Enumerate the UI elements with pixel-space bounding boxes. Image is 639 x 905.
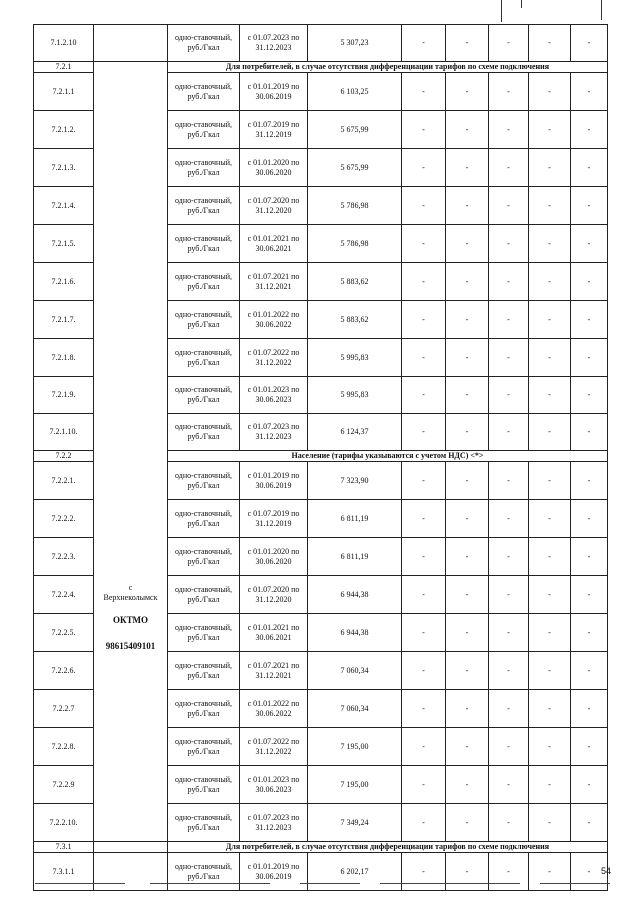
row-number: 7.2.2.10.	[34, 804, 94, 842]
row-number: 7.2.2.7	[34, 690, 94, 728]
tariff-extra-value: -	[402, 111, 446, 149]
tariff-price: 5 883,62	[308, 301, 402, 339]
tariff-extra-value: -	[529, 225, 571, 263]
tariff-extra-value: -	[446, 25, 489, 62]
row-number: 7.2.2.9	[34, 766, 94, 804]
tariff-unit: одно-ставочный, руб./Гкал	[168, 25, 240, 62]
row-number: 7.2.1.7.	[34, 301, 94, 339]
section-title: Население (тарифы указываются с учетом НДС) <*>	[168, 451, 608, 462]
tariff-extra-value: -	[402, 804, 446, 842]
tariff-unit: одно-ставочный, руб./Гкал	[168, 187, 240, 225]
row-number: 7.2.2.3.	[34, 538, 94, 576]
tariff-period: с 01.07.2019 по 31.12.2019	[240, 111, 308, 149]
tariff-extra-value: -	[446, 149, 489, 187]
tariff-extra-value: -	[446, 576, 489, 614]
tariff-period: с 01.01.2019 по 30.06.2019	[240, 853, 308, 891]
tariff-price: 5 675,99	[308, 111, 402, 149]
tariff-extra-value: -	[402, 538, 446, 576]
tariff-price: 7 195,00	[308, 766, 402, 804]
section-number: 7.3.1	[34, 842, 94, 853]
tariff-extra-value: -	[489, 614, 529, 652]
tariff-extra-value: -	[489, 225, 529, 263]
tariff-price: 5 786,98	[308, 187, 402, 225]
footer-rule	[35, 883, 125, 884]
tariff-extra-value: -	[571, 377, 608, 414]
tariff-extra-value: -	[489, 538, 529, 576]
tariff-extra-value: -	[571, 414, 608, 451]
tariff-extra-value: -	[402, 187, 446, 225]
tariff-price: 5 883,62	[308, 263, 402, 301]
municipality-cell	[94, 62, 168, 842]
tariff-price: 6 124,37	[308, 414, 402, 451]
row-number: 7.2.1.9.	[34, 377, 94, 414]
row-number: 7.2.1.8.	[34, 339, 94, 377]
tariff-unit: одно-ставочный, руб./Гкал	[168, 111, 240, 149]
tariff-extra-value: -	[446, 225, 489, 263]
tariff-extra-value: -	[489, 462, 529, 500]
tariff-extra-value: -	[571, 652, 608, 690]
tariff-extra-value: -	[402, 576, 446, 614]
page-number: 54	[601, 866, 612, 876]
tariff-extra-value: -	[489, 25, 529, 62]
section-number: 7.2.1	[34, 62, 94, 73]
tariff-price: 6 944,38	[308, 576, 402, 614]
section-title: Для потребителей, в случае отсутствия дифференциации тарифов по схеме подключения	[168, 842, 608, 853]
tariff-period: с 01.07.2020 по 31.12.2020	[240, 187, 308, 225]
tariff-extra-value: -	[529, 538, 571, 576]
tariff-price: 6 202,17	[308, 853, 402, 891]
municipality-cell-empty	[94, 853, 168, 891]
oktmo-label: ОКТМО	[113, 614, 148, 625]
tariff-extra-value: -	[571, 111, 608, 149]
tariff-extra-value: -	[571, 25, 608, 62]
tariff-extra-value: -	[489, 804, 529, 842]
tariff-price: 6 811,19	[308, 538, 402, 576]
tariff-extra-value: -	[571, 187, 608, 225]
tariff-period: с 01.07.2022 по 31.12.2022	[240, 339, 308, 377]
tariff-unit: одно-ставочный, руб./Гкал	[168, 462, 240, 500]
municipality-name: Верхнеколымск	[103, 592, 158, 602]
tariff-extra-value: -	[529, 301, 571, 339]
tariff-extra-value: -	[402, 853, 446, 891]
tariff-extra-value: -	[529, 728, 571, 766]
tariff-extra-value: -	[529, 111, 571, 149]
tariff-extra-value: -	[402, 263, 446, 301]
tariff-unit: одно-ставочный, руб./Гкал	[168, 804, 240, 842]
municipality-prefix: с	[128, 582, 133, 592]
tariff-period: с 01.01.2020 по 30.06.2020	[240, 149, 308, 187]
tariff-price: 5 675,99	[308, 149, 402, 187]
tariff-extra-value: -	[529, 690, 571, 728]
tariff-extra-value: -	[529, 614, 571, 652]
tariff-extra-value: -	[446, 690, 489, 728]
tariff-extra-value: -	[529, 500, 571, 538]
tariff-unit: одно-ставочный, руб./Гкал	[168, 263, 240, 301]
tariff-extra-value: -	[529, 263, 571, 301]
scan-artifact	[501, 0, 502, 22]
scan-artifact	[521, 0, 522, 8]
municipality-cell-empty	[94, 25, 168, 62]
tariff-price: 5 995,83	[308, 377, 402, 414]
tariff-period: с 01.01.2022 по 30.06.2022	[240, 690, 308, 728]
row-number: 7.2.2.5.	[34, 614, 94, 652]
tariff-extra-value: -	[489, 377, 529, 414]
tariff-extra-value: -	[529, 339, 571, 377]
tariff-extra-value: -	[489, 263, 529, 301]
tariff-period: с 01.07.2021 по 31.12.2021	[240, 263, 308, 301]
tariff-extra-value: -	[446, 804, 489, 842]
tariff-extra-value: -	[529, 804, 571, 842]
tariff-period: с 01.01.2022 по 30.06.2022	[240, 301, 308, 339]
tariff-extra-value: -	[402, 690, 446, 728]
tariff-extra-value: -	[446, 728, 489, 766]
tariff-extra-value: -	[446, 853, 489, 891]
tariff-extra-value: -	[489, 73, 529, 111]
tariff-extra-value: -	[402, 25, 446, 62]
tariff-price: 7 323,90	[308, 462, 402, 500]
tariff-extra-value: -	[571, 804, 608, 842]
tariff-extra-value: -	[446, 263, 489, 301]
tariff-extra-value: -	[529, 462, 571, 500]
tariff-extra-value: -	[529, 149, 571, 187]
tariff-extra-value: -	[402, 301, 446, 339]
tariff-period: с 01.01.2019 по 30.06.2019	[240, 73, 308, 111]
tariff-extra-value: -	[489, 728, 529, 766]
tariff-extra-value: -	[529, 73, 571, 111]
tariff-extra-value: -	[402, 652, 446, 690]
tariff-extra-value: -	[529, 853, 571, 891]
tariff-unit: одно-ставочный, руб./Гкал	[168, 339, 240, 377]
section-title: Для потребителей, в случае отсутствия дифференциации тарифов по схеме подключения	[168, 62, 608, 73]
tariff-extra-value: -	[529, 766, 571, 804]
tariff-unit: одно-ставочный, руб./Гкал	[168, 414, 240, 451]
tariff-extra-value: -	[446, 414, 489, 451]
tariff-extra-value: -	[571, 149, 608, 187]
tariff-price: 7 060,34	[308, 652, 402, 690]
tariff-extra-value: -	[446, 73, 489, 111]
municipality-cell-empty	[94, 842, 168, 853]
tariff-row	[34, 853, 608, 891]
tariff-extra-value: -	[571, 766, 608, 804]
tariff-extra-value: -	[571, 576, 608, 614]
tariff-unit: одно-ставочный, руб./Гкал	[168, 690, 240, 728]
tariff-extra-value: -	[402, 225, 446, 263]
footer-rule	[150, 883, 270, 884]
tariff-unit: одно-ставочный, руб./Гкал	[168, 225, 240, 263]
tariff-period: с 01.07.2020 по 31.12.2020	[240, 576, 308, 614]
tariff-extra-value: -	[529, 576, 571, 614]
scan-artifact	[601, 0, 602, 20]
tariff-extra-value: -	[402, 414, 446, 451]
tariff-unit: одно-ставочный, руб./Гкал	[168, 538, 240, 576]
row-number: 7.3.1.1	[34, 853, 94, 891]
tariff-period: с 01.07.2021 по 31.12.2021	[240, 652, 308, 690]
tariff-extra-value: -	[571, 225, 608, 263]
tariff-extra-value: -	[402, 500, 446, 538]
tariff-extra-value: -	[446, 462, 489, 500]
tariff-extra-value: -	[489, 187, 529, 225]
row-number: 7.2.1.1	[34, 73, 94, 111]
tariff-period: с 01.01.2019 по 30.06.2019	[240, 462, 308, 500]
tariff-extra-value: -	[489, 111, 529, 149]
tariff-extra-value: -	[529, 25, 571, 62]
tariff-extra-value: -	[529, 187, 571, 225]
tariff-table-body	[34, 25, 608, 891]
footer-rule	[540, 883, 610, 884]
tariff-extra-value: -	[489, 339, 529, 377]
oktmo-code: 98615409101	[105, 640, 156, 651]
tariff-extra-value: -	[571, 538, 608, 576]
tariff-unit: одно-ставочный, руб./Гкал	[168, 377, 240, 414]
tariff-extra-value: -	[402, 614, 446, 652]
tariff-extra-value: -	[402, 728, 446, 766]
row-number: 7.1.2.10	[34, 25, 94, 62]
tariff-extra-value: -	[571, 614, 608, 652]
tariff-extra-value: -	[446, 614, 489, 652]
footer-rule	[380, 883, 520, 884]
row-number: 7.2.1.4.	[34, 187, 94, 225]
tariff-row	[34, 25, 608, 62]
tariff-extra-value: -	[402, 149, 446, 187]
tariff-extra-value: -	[489, 766, 529, 804]
tariff-price: 6 103,25	[308, 73, 402, 111]
tariff-extra-value: -	[446, 111, 489, 149]
tariff-extra-value: -	[489, 500, 529, 538]
tariff-extra-value: -	[489, 853, 529, 891]
footer-rule	[300, 883, 360, 884]
tariff-price: 5 786,98	[308, 225, 402, 263]
section-header-row	[34, 62, 608, 73]
tariff-extra-value: -	[571, 728, 608, 766]
row-number: 7.2.2.6.	[34, 652, 94, 690]
row-number: 7.2.1.3.	[34, 149, 94, 187]
tariff-extra-value: -	[402, 766, 446, 804]
tariff-price: 5 995,83	[308, 339, 402, 377]
tariff-extra-value: -	[446, 187, 489, 225]
tariff-price: 6 811,19	[308, 500, 402, 538]
tariff-unit: одно-ставочный, руб./Гкал	[168, 853, 240, 891]
tariff-extra-value: -	[571, 339, 608, 377]
row-number: 7.2.1.2.	[34, 111, 94, 149]
tariff-extra-value: -	[446, 500, 489, 538]
tariff-unit: одно-ставочный, руб./Гкал	[168, 576, 240, 614]
tariff-period: с 01.07.2023 по 31.12.2023	[240, 25, 308, 62]
tariff-period: с 01.01.2020 по 30.06.2020	[240, 538, 308, 576]
tariff-price: 7 195,00	[308, 728, 402, 766]
tariff-unit: одно-ставочный, руб./Гкал	[168, 766, 240, 804]
row-number: 7.2.2.2.	[34, 500, 94, 538]
tariff-table	[33, 24, 608, 891]
tariff-extra-value: -	[489, 301, 529, 339]
tariff-price: 7 349,24	[308, 804, 402, 842]
tariff-unit: одно-ставочный, руб./Гкал	[168, 614, 240, 652]
tariff-extra-value: -	[402, 339, 446, 377]
row-number: 7.2.2.8.	[34, 728, 94, 766]
tariff-period: с 01.01.2023 по 30.06.2023	[240, 377, 308, 414]
tariff-extra-value: -	[571, 690, 608, 728]
section-header-row	[34, 842, 608, 853]
tariff-extra-value: -	[446, 766, 489, 804]
tariff-period: с 01.01.2021 по 30.06.2021	[240, 614, 308, 652]
tariff-extra-value: -	[529, 414, 571, 451]
tariff-extra-value: -	[571, 500, 608, 538]
tariff-unit: одно-ставочный, руб./Гкал	[168, 728, 240, 766]
tariff-period: с 01.07.2019 по 31.12.2019	[240, 500, 308, 538]
row-number: 7.2.1.6.	[34, 263, 94, 301]
tariff-extra-value: -	[402, 377, 446, 414]
tariff-unit: одно-ставочный, руб./Гкал	[168, 500, 240, 538]
section-number: 7.2.2	[34, 451, 94, 462]
tariff-price: 7 060,34	[308, 690, 402, 728]
tariff-extra-value: -	[489, 690, 529, 728]
tariff-period: с 01.01.2023 по 30.06.2023	[240, 766, 308, 804]
tariff-extra-value: -	[571, 301, 608, 339]
row-number: 7.2.2.1.	[34, 462, 94, 500]
tariff-extra-value: -	[571, 263, 608, 301]
tariff-extra-value: -	[446, 339, 489, 377]
tariff-extra-value: -	[446, 538, 489, 576]
tariff-unit: одно-ставочный, руб./Гкал	[168, 149, 240, 187]
tariff-extra-value: -	[529, 377, 571, 414]
tariff-extra-value: -	[489, 414, 529, 451]
tariff-extra-value: -	[529, 652, 571, 690]
row-number: 7.2.1.5.	[34, 225, 94, 263]
tariff-extra-value: -	[489, 149, 529, 187]
tariff-extra-value: -	[571, 462, 608, 500]
tariff-price: 6 944,38	[308, 614, 402, 652]
tariff-price: 5 307,23	[308, 25, 402, 62]
tariff-period: с 01.01.2021 по 30.06.2021	[240, 225, 308, 263]
tariff-unit: одно-ставочный, руб./Гкал	[168, 73, 240, 111]
tariff-extra-value: -	[489, 576, 529, 614]
tariff-unit: одно-ставочный, руб./Гкал	[168, 301, 240, 339]
tariff-period: с 01.07.2023 по 31.12.2023	[240, 804, 308, 842]
tariff-period: с 01.07.2022 по 31.12.2022	[240, 728, 308, 766]
tariff-period: с 01.07.2023 по 31.12.2023	[240, 414, 308, 451]
tariff-extra-value: -	[571, 73, 608, 111]
tariff-unit: одно-ставочный, руб./Гкал	[168, 652, 240, 690]
row-number: 7.2.2.4.	[34, 576, 94, 614]
tariff-extra-value: -	[446, 652, 489, 690]
tariff-extra-value: -	[402, 462, 446, 500]
row-number: 7.2.1.10.	[34, 414, 94, 451]
tariff-extra-value: -	[489, 652, 529, 690]
tariff-extra-value: -	[446, 301, 489, 339]
tariff-extra-value: -	[402, 73, 446, 111]
tariff-extra-value: -	[571, 853, 608, 891]
tariff-extra-value: -	[446, 377, 489, 414]
